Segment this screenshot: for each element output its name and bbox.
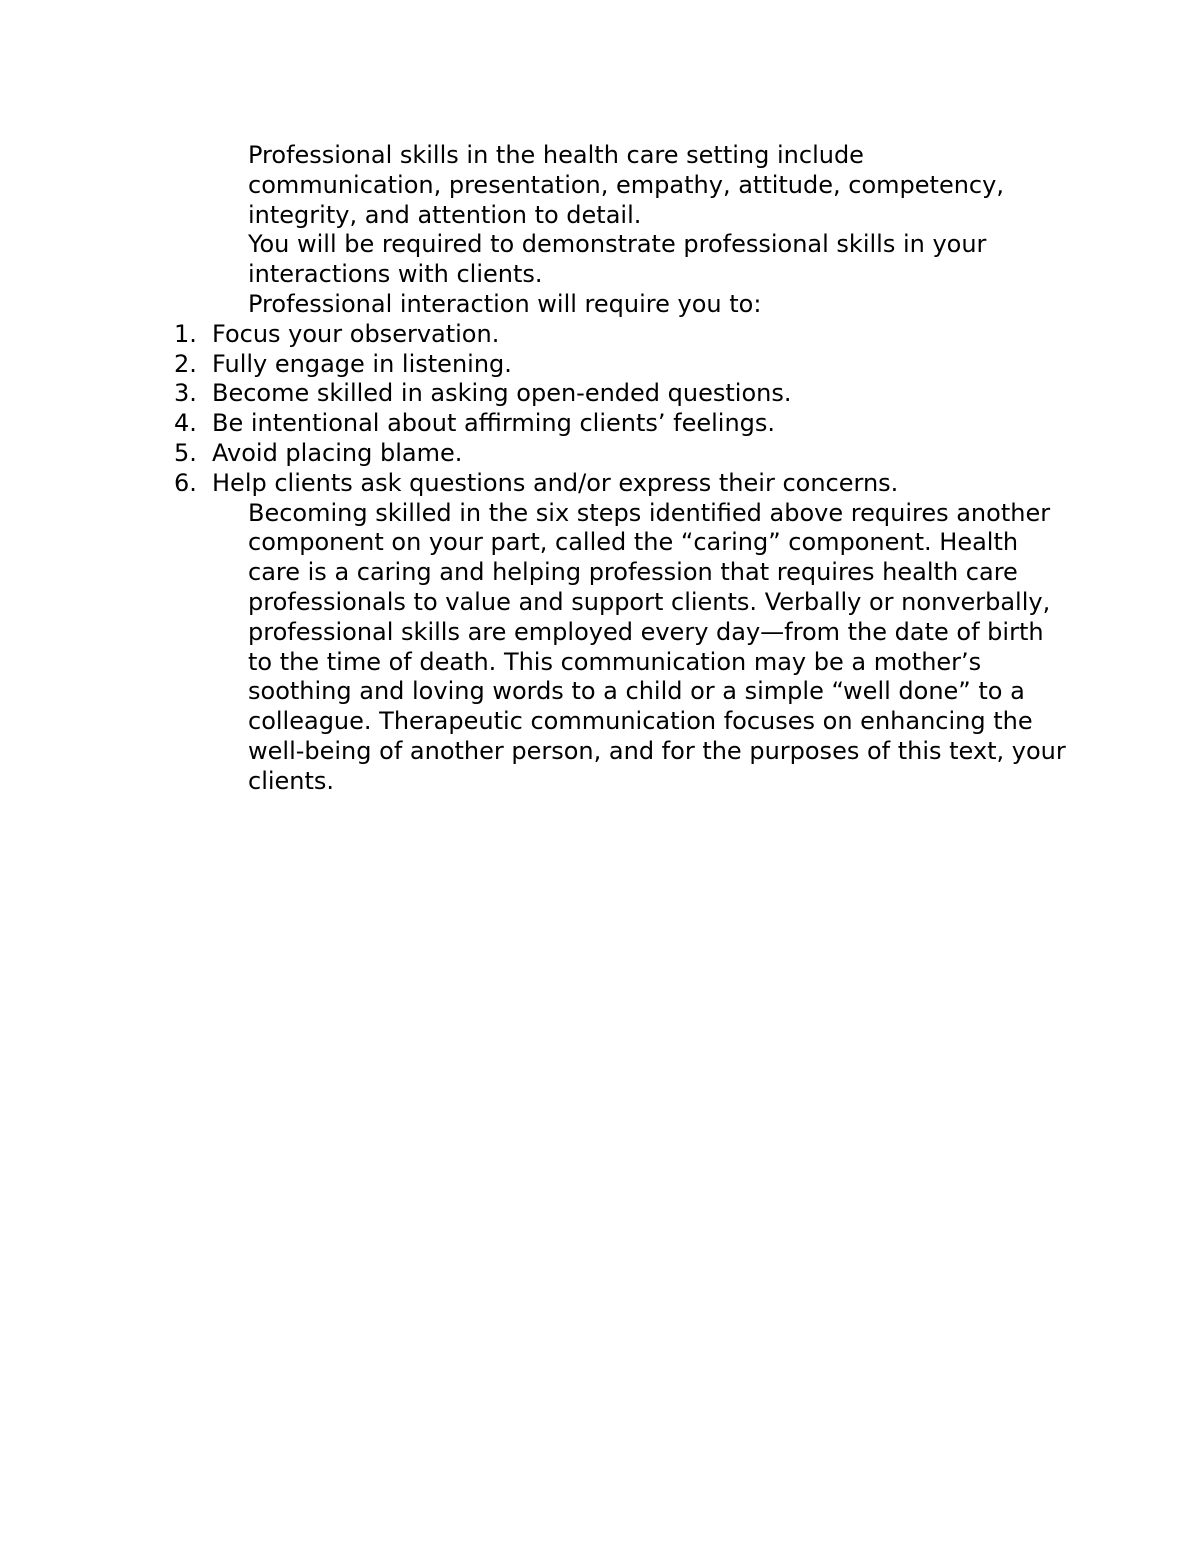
document-body xyxy=(174,141,1074,797)
list-item-text: Fully engage in listening. xyxy=(212,349,512,378)
intro-paragraph-lead-in: Professional interaction will require you to: xyxy=(248,289,762,318)
list-item-number: 3. xyxy=(174,379,197,408)
intro-paragraph-skills: Professional skills in the health care setting include communication, presentation, empathy, attitude, competency, integrity, and attention to detail. xyxy=(248,141,1004,229)
list-item-number: 5. xyxy=(174,438,197,467)
list-item xyxy=(174,469,1074,499)
list-item-number: 4. xyxy=(174,409,197,438)
list-item-text: Focus your observation. xyxy=(212,319,500,348)
list-item-number: 1. xyxy=(174,319,197,348)
steps-list xyxy=(174,320,1074,499)
list-item xyxy=(174,439,1074,469)
list-item-text: Avoid placing blame. xyxy=(212,438,463,467)
list-item xyxy=(174,409,1074,439)
list-item xyxy=(174,350,1074,380)
list-item xyxy=(174,379,1074,409)
intro-paragraph-requirement: You will be required to demonstrate professional skills in your interactions with clients. xyxy=(248,230,987,289)
list-item-number: 2. xyxy=(174,349,197,378)
list-item-text: Be intentional about affirming clients’ feelings. xyxy=(212,409,776,438)
closing-paragraph: Becoming skilled in the six steps identified above requires another component on your part, called the “caring” component. Health care is a caring and helping profession that requires health care professionals to value and support clients. Verbally or nonverbally, professional skills are employed every day—from the date of birth to the time of death. This communication may be a mother’s soothing and loving words to a child or a simple “well done” to a colleague. Therapeutic communication focuses on enhancing the well-being of another person, and for the purposes of this text, your clients. xyxy=(248,498,1066,795)
list-item-number: 6. xyxy=(174,468,197,497)
list-item-text: Become skilled in asking open-ended questions. xyxy=(212,379,792,408)
list-item-text: Help clients ask questions and/or express their concerns. xyxy=(212,468,899,497)
list-item xyxy=(174,320,1074,350)
